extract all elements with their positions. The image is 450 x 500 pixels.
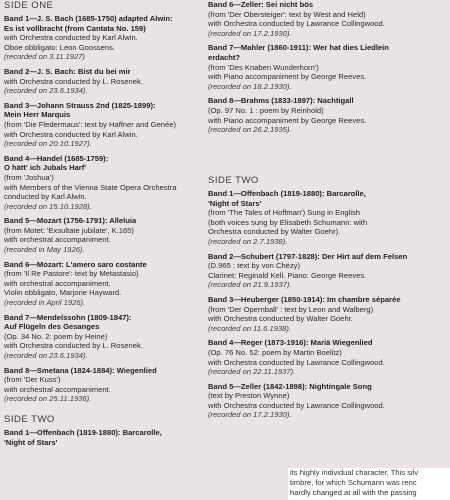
band-detail-line: (from Motet: 'Exsultate jubilate', K.165) bbox=[4, 225, 134, 235]
band-detail-line: with orchestral accompaniment. bbox=[4, 384, 111, 394]
band-detail-line: with Orchestra conducted by Lawrance Collingwood. bbox=[208, 400, 385, 410]
band-detail-line: (both voices sung by Elisabeth Schumann: with bbox=[208, 217, 368, 227]
fragment-line: hardly changed at all with the passing bbox=[290, 488, 417, 497]
recording-date-line: (recorded on 15.10.1928). bbox=[4, 201, 92, 211]
band-entry bbox=[208, 382, 448, 420]
recording-date-line: (recorded on 3.11.1927) bbox=[4, 52, 85, 62]
band-heading-line: Band 5—Mozart (1756-1791): Alleluia bbox=[4, 216, 137, 226]
side-one-band-list bbox=[4, 14, 204, 404]
band-detail-line: (text by Preston Wynne) bbox=[208, 391, 290, 401]
band-heading-line: Band 1—J. S. Bach (1685-1750) adapted Alwin: bbox=[4, 14, 173, 23]
band-detail-line: conducted by Karl Alwin. bbox=[4, 192, 87, 202]
right-column-side-two bbox=[208, 175, 448, 425]
band-detail-line: (from 'Der Obersteiger': text by West and Held) bbox=[208, 9, 366, 19]
recording-date-line: (recorded on 11.6.1938). bbox=[208, 323, 292, 333]
band-entry bbox=[4, 313, 204, 361]
band-entry bbox=[4, 14, 204, 62]
band-detail-line: Oboe obbligato: Leon Goossens. bbox=[4, 42, 116, 52]
band-detail-line: with orchestral accompaniment. bbox=[4, 235, 111, 245]
band-heading-line: Band 6—Zeller: Sei nicht bös bbox=[208, 0, 314, 9]
side-two-band-list-left bbox=[4, 428, 204, 447]
band-heading-line: 'Night of Stars' bbox=[208, 198, 262, 208]
recording-date-line: (recorded on 25.11.1936). bbox=[4, 394, 92, 404]
band-heading-line: Band 2—J. S. Bach: Bist du bei mir bbox=[4, 66, 131, 76]
band-heading-line: 'Night of Stars' bbox=[4, 437, 58, 447]
band-detail-line: (D.965 : text by von Chézy) bbox=[208, 261, 301, 271]
band-detail-line: with Orchestra conducted by Lawrance Collingwood. bbox=[208, 19, 385, 29]
band-entry bbox=[208, 338, 448, 376]
band-detail-line: with Orchestra conducted by Karl Alwin. bbox=[4, 129, 138, 139]
recording-date-line: (recorded on 17.2.1930). bbox=[208, 410, 292, 420]
recording-date-line: (recorded on 22.11.1937). bbox=[208, 367, 296, 377]
band-heading-line: O hätt' ich Jubals Harf' bbox=[4, 163, 87, 173]
band-detail-line: with Piano accompaniment by George Reeves. bbox=[208, 72, 367, 82]
band-entry bbox=[4, 101, 204, 149]
recording-date-line: (recorded on 20.10.1927). bbox=[4, 139, 92, 149]
band-detail-line: with Orchestra conducted by L. Rosenek. bbox=[4, 341, 143, 351]
band-heading-line: Es ist vollbracht (from Cantata No. 159) bbox=[4, 23, 146, 33]
side-two-band-list bbox=[208, 189, 448, 420]
band-entry bbox=[4, 67, 204, 96]
band-heading-line: erdacht? bbox=[208, 52, 241, 62]
band-detail-line: (Op. 97 No. 1 : poem by Reinhold) bbox=[208, 105, 324, 115]
side-one-title: SIDE ONE bbox=[4, 0, 54, 11]
recording-date-line: (recorded on 17.2.1930). bbox=[208, 28, 292, 38]
right-column-top bbox=[208, 0, 448, 140]
band-heading-line: Mein Herr Marquis bbox=[4, 110, 71, 120]
band-entry bbox=[208, 189, 448, 247]
band-entry bbox=[208, 43, 448, 91]
band-heading-line: Band 4—Handel (1685-1759): bbox=[4, 153, 109, 163]
fragment-text bbox=[288, 468, 450, 498]
recording-date-line: (recorded in April 1926). bbox=[4, 298, 86, 308]
recording-date-line: (recorded on 2.7.1938). bbox=[208, 236, 288, 246]
band-entry bbox=[208, 295, 448, 333]
band-heading-line: Band 8—Smetana (1824-1884): Wiegenlied bbox=[4, 365, 157, 375]
band-heading-line: Band 3—Heuberger (1850-1914): Im chambre séparée bbox=[208, 294, 401, 304]
band-detail-line: Clarinet: Reginald Kell. Piano: George Reeves. bbox=[208, 270, 367, 280]
side-two-title-left: SIDE TWO bbox=[4, 413, 55, 425]
adjacent-page-fragment bbox=[288, 468, 450, 500]
band-entry bbox=[208, 96, 448, 134]
band-detail-line: with Orchestra conducted by Lawrance Collingwood. bbox=[208, 357, 385, 367]
band-heading-line: Band 4—Reger (1873-1916): Mariä Wiegenlied bbox=[208, 338, 373, 348]
band-entry bbox=[208, 0, 448, 38]
band-detail-line: (from 'Il Re Pastore': text by Metastasio) bbox=[4, 269, 139, 279]
recording-date-line: (recorded on 23.6.1934). bbox=[4, 86, 88, 96]
recording-date-line: (recorded in May 1926). bbox=[4, 245, 85, 255]
band-heading-line: Auf Flügeln des Gesanges bbox=[4, 322, 100, 332]
band-entry bbox=[4, 260, 204, 308]
side-one-band-list-continued bbox=[208, 0, 448, 135]
band-heading-line: Band 2—Schubert (1797-1828): Der Hirt auf dem Felsen bbox=[208, 251, 408, 261]
band-detail-line: with Members of the Vienna State Opera Orchestra bbox=[4, 182, 177, 192]
band-detail-line: with Orchestra conducted by L. Rosenek. bbox=[4, 76, 143, 86]
band-detail-line: (from 'Der Opernball' : text by Leon and Walberg) bbox=[208, 304, 374, 314]
fragment-line: its highly individual character. This silv bbox=[290, 468, 419, 477]
recording-date-line: (recorded on 23.6.1934). bbox=[4, 351, 88, 360]
band-entry bbox=[4, 366, 204, 404]
band-detail-line: (Op. 76 No. 52: poem by Martin Boelitz) bbox=[208, 347, 342, 357]
band-detail-line: (from 'Der Kuss') bbox=[4, 375, 61, 385]
recording-date-line: (recorded on 26.2.1935). bbox=[208, 125, 292, 135]
side-two-title: SIDE TWO bbox=[208, 175, 259, 186]
band-heading-line: Band 5—Zeller (1842-1898): Nightingale Song bbox=[208, 381, 372, 391]
band-detail-line: (Op. 34 No. 2: poem by Heine) bbox=[4, 331, 108, 341]
band-entry bbox=[4, 154, 204, 212]
band-heading-line: Band 7—Mahler (1860-1911): Wer hat dies Liedlein bbox=[208, 43, 389, 53]
band-detail-line: with orchestral accompaniment. bbox=[4, 278, 111, 288]
band-heading-line: Band 7—Mendelssohn (1809-1847): bbox=[4, 312, 132, 322]
fragment-line: timbre, for which Schumann was renc bbox=[290, 478, 417, 487]
band-detail-line: Violin obbligato, Marjorie Hayward. bbox=[4, 288, 122, 298]
band-detail-line: (from 'Joshua') bbox=[4, 172, 54, 182]
band-entry bbox=[208, 252, 448, 290]
band-heading-line: Band 1—Offenbach (1819-1880): Barcarolle, bbox=[208, 189, 366, 198]
band-detail-line: (from 'The Tales of Hoffman') Sung in English bbox=[208, 208, 361, 218]
band-detail-line: (from 'Des Knaben Wunderhorn') bbox=[208, 62, 319, 72]
recording-date-line: (recorded on 21.9.1937). bbox=[208, 280, 292, 290]
band-heading-line: Band 1—Offenbach (1819-1880): Barcarolle, bbox=[4, 427, 162, 437]
band-detail-line: with Orchestra conducted by Karl Alwin. bbox=[4, 33, 138, 43]
recording-date-line: (recorded on 18.2.1930). bbox=[208, 81, 292, 91]
band-heading-line: Band 6—Mozart: L'amero saro costante bbox=[4, 259, 147, 269]
band-detail-line: with Orchestra conducted by Walter Goehr. bbox=[208, 314, 353, 324]
band-entry bbox=[4, 216, 204, 254]
left-column bbox=[4, 0, 204, 447]
band-detail-line: Orchestra conducted by Walter Goehr). bbox=[208, 227, 341, 237]
band-detail-line: with Piano accompaniment by George Reeves. bbox=[208, 115, 367, 125]
band-heading-line: Band 3—Johann Strauss 2nd (1825-1899): bbox=[4, 100, 156, 110]
band-detail-line: (from 'Die Fledermaus': text by Haffner and Genée) bbox=[4, 119, 177, 129]
band-heading-line: Band 8—Brahms (1833-1897): Nachtigall bbox=[208, 96, 354, 106]
